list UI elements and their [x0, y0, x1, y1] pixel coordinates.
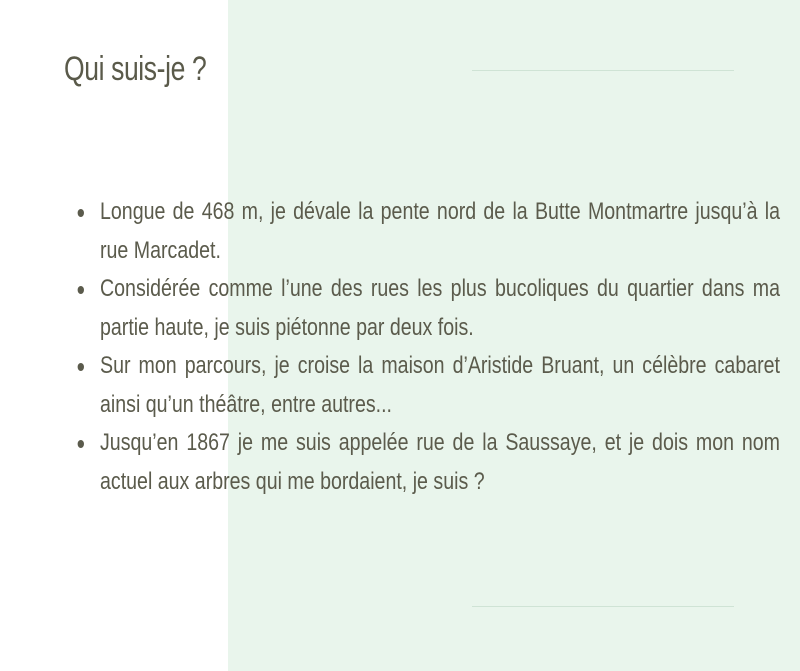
- list-item: Longue de 468 m, je dévale la pente nord de la Butte Montmartre jusqu’à la rue Marcadet.: [100, 193, 780, 270]
- bottom-divider: [472, 606, 734, 607]
- top-divider: [472, 70, 734, 71]
- list-item: Sur mon parcours, je croise la maison d’Aristide Bruant, un célèbre cabaret ainsi qu’un théâtre, entre autres...: [100, 347, 780, 424]
- page-title: Qui suis-je ?: [64, 50, 207, 88]
- clue-list: [100, 193, 780, 501]
- list-item: Jusqu’en 1867 je me suis appelée rue de la Saussaye, et je dois mon nom actuel aux arbres qui me bordaient, je suis ?: [100, 424, 780, 501]
- list-item: Considérée comme l’une des rues les plus bucoliques du quartier dans ma partie haute, je suis piétonne par deux fois.: [100, 270, 780, 347]
